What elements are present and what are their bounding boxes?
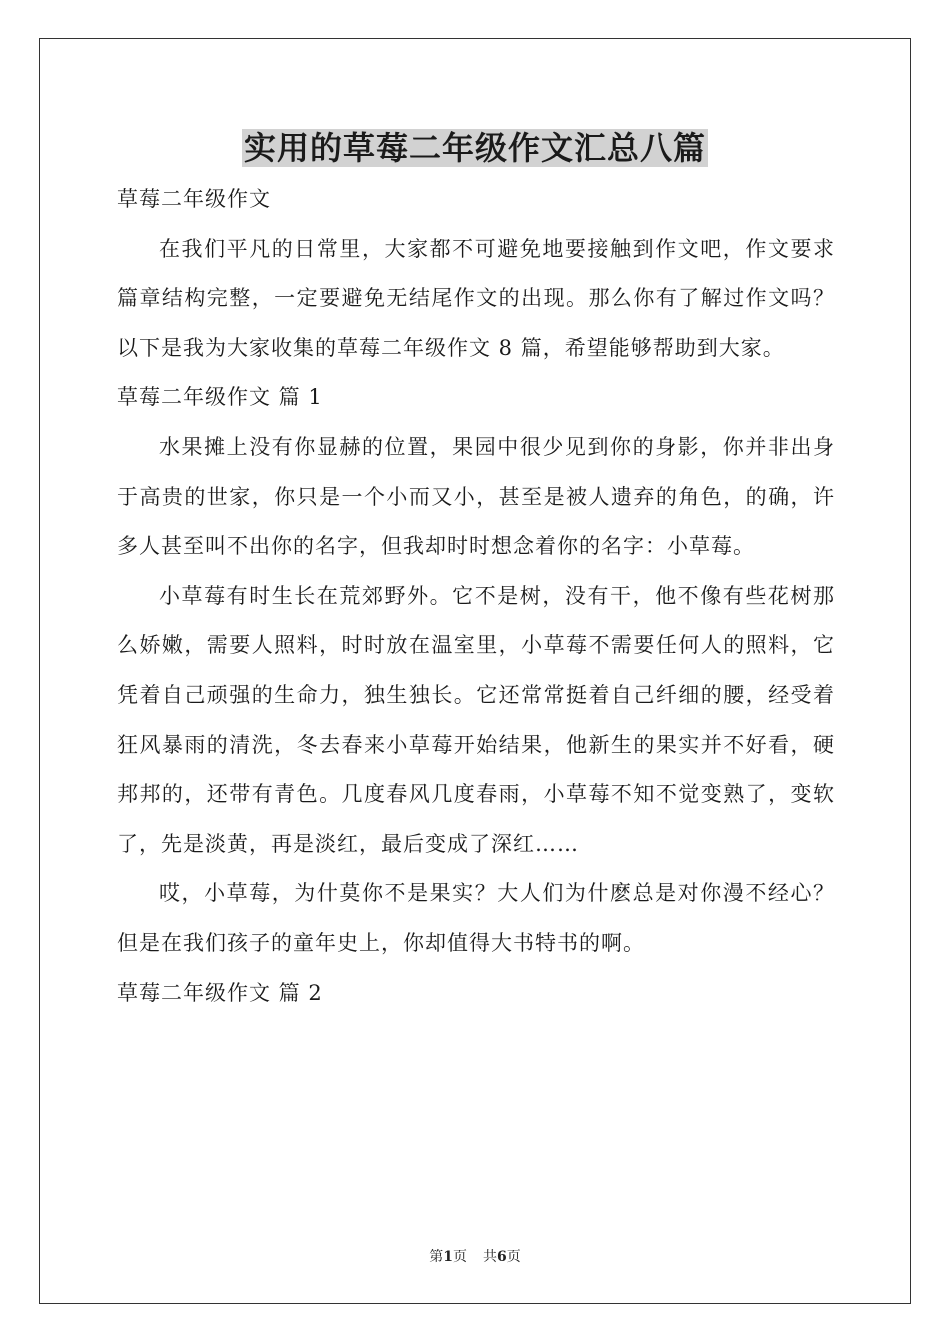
document-title bbox=[0, 126, 950, 170]
document-title-text: 实用的草莓二年级作文汇总八篇 bbox=[243, 129, 706, 167]
total-pages-prefix: 共 bbox=[483, 1249, 497, 1265]
document-body bbox=[117, 175, 835, 1018]
body-paragraph: 哎，小草莓，为什莫你不是果实？大人们为什麽总是对你漫不经心？但是在我们孩子的童年史上，你却值得大书特书的啊。 bbox=[117, 881, 835, 955]
total-pages-unit: 页 bbox=[506, 1249, 521, 1265]
page-footer bbox=[0, 1247, 950, 1267]
body-paragraph: 小草莓有时生长在荒郊野外。它不是树，没有干，他不像有些花树那么娇嫩，需要人照料，时时放在温室里，小草莓不需要任何人的照料，它凭着自己顽强的生命力，独生独长。它还常常挺着自己纤细的腰，经受着狂风暴雨的清洗，冬去春来小草莓开始结果，他新生的果实并不好看，硬邦邦的，还带有青色。几度春风几度春雨，小草莓不知不觉变熟了，变软了，先是淡黄，再是淡红，最后变成了深红…… bbox=[117, 583, 835, 856]
page-number-prefix: 第 bbox=[429, 1249, 444, 1265]
section-heading: 草莓二年级作文 篇 1 bbox=[117, 385, 323, 410]
current-page-number: 1 bbox=[443, 1249, 453, 1265]
section-heading: 草莓二年级作文 篇 2 bbox=[117, 980, 323, 1005]
section-heading: 草莓二年级作文 bbox=[117, 187, 271, 211]
page-number-unit: 页 bbox=[453, 1249, 467, 1265]
total-pages-number: 6 bbox=[497, 1249, 507, 1265]
body-paragraph: 在我们平凡的日常里，大家都不可避免地要接触到作文吧，作文要求篇章结构完整，一定要避免无结尾作文的出现。那么你有了解过作文吗？以下是我为大家收集的草莓二年级作文 8 篇，希望能够帮助到大家。 bbox=[117, 236, 835, 360]
body-paragraph: 水果摊上没有你显赫的位置，果园中很少见到你的身影，你并非出身于高贵的世家，你只是一个小而又小，甚至是被人遗弃的角色，的确，许多人甚至叫不出你的名字，但我却时时想念着你的名字：小草莓。 bbox=[117, 434, 835, 559]
